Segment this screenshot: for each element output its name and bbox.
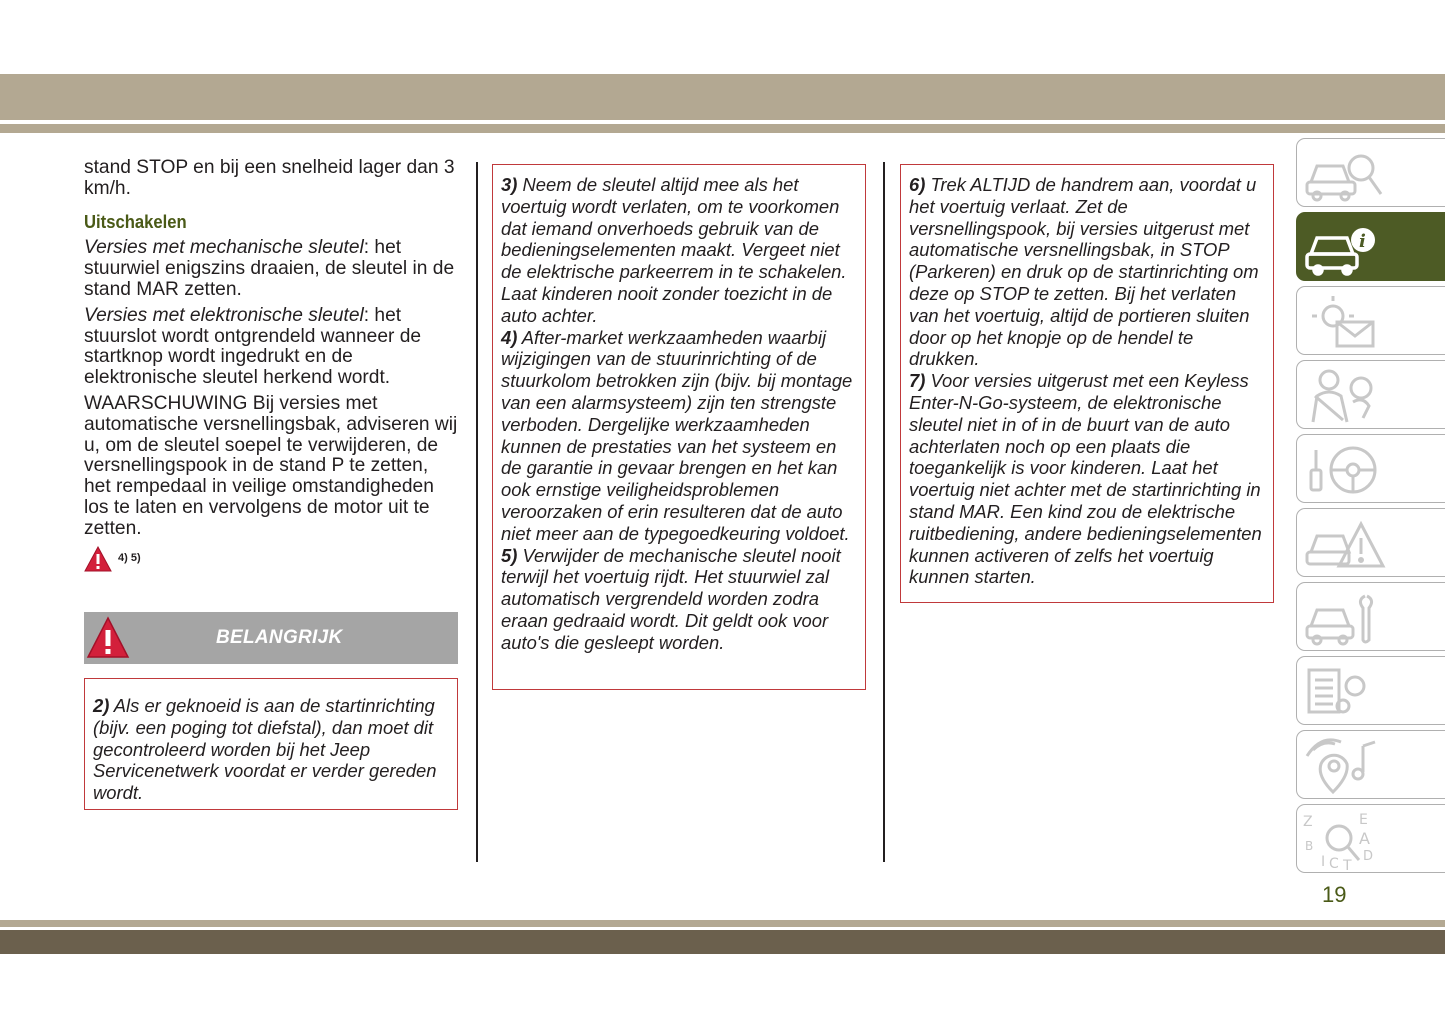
note-box-2 (84, 678, 458, 810)
note-5-text: Verwijder de mechanische sleutel nooit terwijl het voertuig rijdt. Het stuurwiel zal automatisch vergrendeld worden zodra eraan gedraaid wordt. Dit geldt ook voor auto's die gesleept worden. (501, 544, 841, 653)
tab-safety[interactable] (1296, 360, 1445, 429)
tab-multimedia[interactable] (1296, 730, 1445, 799)
car-emergency-icon (1303, 514, 1393, 574)
note-2-text: Als er geknoeid is aan de startinrichting (bijv. een poging tot diefstal), dan moet dit gecontroleerd worden bij het Jeep Servicenetwerk voordat er verder gereden wordt. (93, 695, 437, 804)
index-letter: T (1343, 858, 1352, 872)
paragraph-electronic-key-text: : het stuurslot wordt ontgrendeld wanneer de startknop wordt ingedrukt en de elektronische sleutel herkend wordt. (84, 304, 422, 389)
alphabetical-index-icon (1303, 810, 1393, 872)
paragraph-electronic-key (84, 306, 458, 389)
tab-technical-data[interactable] (1296, 656, 1445, 725)
paragraph-mechanical-key (84, 238, 458, 300)
index-letter: B (1305, 839, 1314, 853)
note-3 (501, 174, 857, 327)
tab-warning-lights[interactable] (1296, 286, 1445, 355)
index-letter: Z (1303, 814, 1313, 830)
tab-car-search[interactable] (1296, 138, 1445, 207)
warning-triangle-icon (84, 546, 112, 572)
main-text-column (84, 158, 458, 572)
warning-reference (84, 546, 458, 572)
index-letter: E (1359, 812, 1368, 828)
note-5-number: 5) (501, 544, 518, 566)
note-4-number: 4) (501, 326, 518, 348)
warning-paragraph: WAARSCHUWING Bij versies met automatische versnellingsbak, adviseren wij u, om de sleutel soepel te verwijderen, de versnellingspook in de stand P te zetten, het rempedaal in veilige omstandigheden los te laten en vervolgens de motor uit te zetten. (84, 392, 458, 539)
note-box-3-5 (492, 164, 866, 690)
note-7-text: Voor versies uitgerust met een Keyless Enter-N-Go-systeem, de elektronische sleutel niet in of in de buurt van de auto achterlaten noch op een plaats die toegankelijk is voor kinderen. Laat het voertuig niet achter met de startinrichting in stand MAR. Een kind zou de elektrische ruitbediening, andere bedieningselementen kunnen activeren of zelfs het voertuig kunnen starten. (909, 370, 1262, 588)
technical-data-icon (1303, 662, 1393, 722)
warning-light-message-icon (1303, 292, 1393, 352)
car-info-icon (1303, 218, 1393, 278)
note-5 (501, 545, 857, 654)
note-box-6-7 (900, 164, 1274, 603)
index-letter: D (1363, 849, 1374, 864)
car-search-icon (1303, 144, 1393, 204)
important-title: BELANGRIJK (216, 627, 343, 648)
intro-text: stand STOP en bij een snelheid lager dan 3 km/h. (84, 157, 455, 199)
important-banner (84, 612, 458, 664)
note-7 (909, 370, 1265, 588)
paragraph-electronic-key-label: Versies met elektronische sleutel (84, 304, 364, 326)
footer-stripe (0, 920, 1445, 927)
note-6 (909, 174, 1265, 370)
tab-start-drive[interactable] (1296, 434, 1445, 503)
note-2-number: 2) (93, 695, 110, 716)
svg-text:i: i (1359, 231, 1366, 252)
steering-start-icon (1303, 440, 1393, 500)
note-7-number: 7) (909, 370, 926, 392)
note-4 (501, 327, 857, 545)
multimedia-icon (1303, 736, 1393, 796)
page-number: 19 (1322, 882, 1347, 907)
note-6-number: 6) (909, 174, 926, 195)
section-heading: Uitschakelen (84, 210, 187, 232)
note-2 (93, 695, 449, 804)
index-letter: I (1321, 854, 1326, 870)
tab-emergency[interactable] (1296, 508, 1445, 577)
passenger-safety-icon (1303, 366, 1393, 426)
note-3-number: 3) (501, 174, 518, 195)
paragraph-mechanical-key-label: Versies met mechanische sleutel (84, 237, 364, 259)
tab-maintenance[interactable] (1296, 582, 1445, 651)
note-4-text: After-market werkzaamheden waarbij wijzigingen van de stuurinrichting of de stuurkolom betrokken zijn (bijv. bij montage van een alarmsysteem) zijn ten strengste verboden. Dergelijke werkzaamheden kunnen de prestaties van het systeem en de garantie in gevaar brengen en het kan ook ernstige veiligheidsproblemen veroorzaken of erin resulteren dat de auto niet meer aan de typegoedkeuring voldoet. (501, 326, 853, 544)
warning-triangle-icon (86, 616, 130, 660)
index-letter: A (1359, 829, 1370, 848)
column-divider (476, 162, 478, 862)
tab-car-info[interactable] (1296, 212, 1445, 281)
tab-index[interactable] (1296, 804, 1445, 873)
note-6-text: Trek ALTIJD de handrem aan, voordat u het voertuig verlaat. Zet de versnellingspook, bij versies uitgerust met automatische versnellingsbak, in STOP (Parkeren) en druk op de startinrichting om deze op STOP te zetten. Bij het verlaten van het voertuig, altijd de portieren sluiten door op het knopje op de hendel te drukken. (909, 174, 1259, 370)
warning-refs: 4) 5) (118, 552, 141, 565)
header-stripe (0, 124, 1445, 133)
note-3-text: Neem de sleutel altijd mee als het voertuig wordt verlaten, om te voorkomen dat iemand onverhoeds gebruik van de bedieningselementen maakt. Vergeet niet de elektrische parkeerrem in te schakelen. Laat kinderen nooit zonder toezicht in de auto achter. (501, 174, 847, 326)
footer-band (0, 930, 1445, 954)
column-divider (883, 162, 885, 862)
car-maintenance-icon (1303, 588, 1393, 648)
header-band (0, 74, 1445, 120)
index-letter: C (1329, 856, 1339, 872)
paragraph-mechanical-key-text: : het stuurwiel enigszins draaien, de sleutel in de stand MAR zetten. (84, 237, 455, 300)
